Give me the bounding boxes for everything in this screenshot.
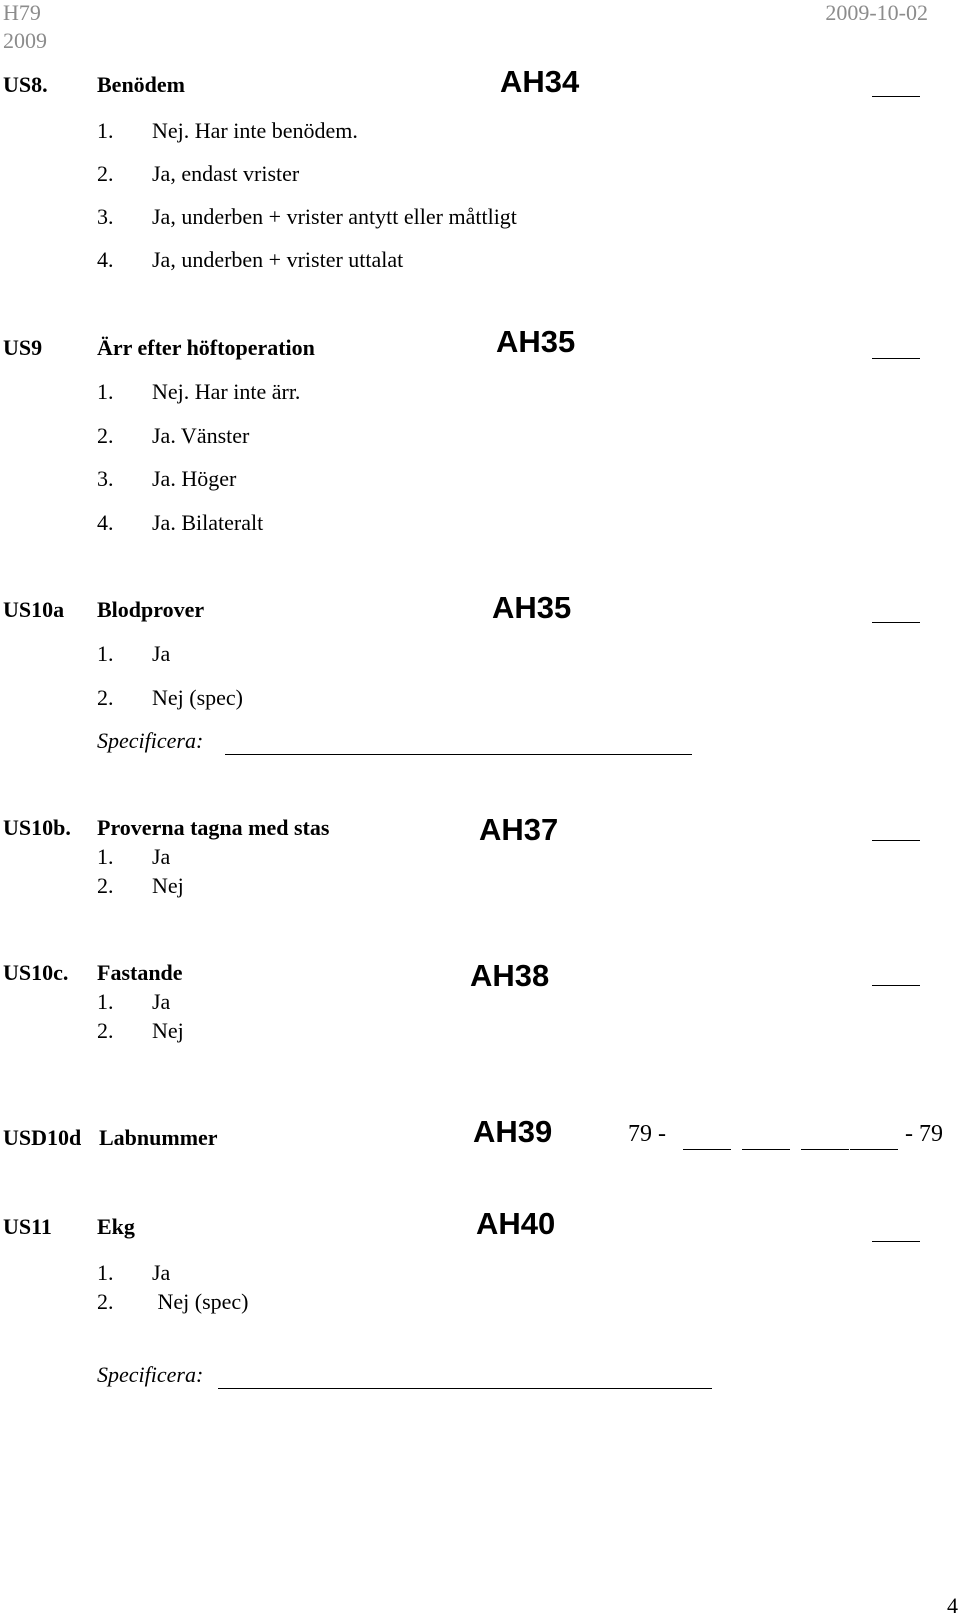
ah-code: AH38 [470,958,550,993]
answer-blank[interactable] [872,1241,920,1242]
question-code: USD10d [3,1125,82,1150]
question-title: Labnummer [99,1125,218,1150]
question-code: US10a [3,597,65,622]
header-year: 2009 [3,28,47,53]
lab-digit-field-3[interactable] [801,1149,849,1150]
ah-code: AH40 [476,1206,556,1241]
ah-code: AH37 [479,812,559,847]
option-1: 1. Ja [97,989,171,1014]
question-code: US10c. [3,960,69,985]
lab-digit-field-4[interactable] [850,1149,898,1150]
ah-code: AH35 [492,590,572,625]
answer-blank[interactable] [872,622,920,623]
question-title: Proverna tagna med stas [97,815,330,840]
option-3: 3. Ja. Höger [97,466,237,491]
option-3: 3. Ja, underben + vrister antytt eller måttligt [97,204,517,229]
question-title: Ekg [97,1214,135,1239]
answer-blank[interactable] [872,358,920,359]
header-date: 2009-10-02 [825,0,928,25]
lab-prefix: 79 - [628,1121,666,1147]
specify-field[interactable] [218,1388,712,1389]
option-1: 1. Ja [97,844,171,869]
ah-code: AH39 [473,1114,553,1149]
answer-blank[interactable] [872,840,920,841]
ah-code: AH35 [496,324,576,359]
header-doc-id: H79 [3,0,41,25]
page-number: 4 [947,1593,958,1618]
option-4: 4. Ja, underben + vrister uttalat [97,247,404,272]
option-2: 2. Nej (spec) [97,685,244,710]
ah-code: AH34 [500,64,580,99]
option-1: 1. Nej. Har inte ärr. [97,379,301,404]
lab-suffix: - 79 [905,1121,943,1147]
option-2: 2. Ja. Vänster [97,423,250,448]
question-code: US10b. [3,815,71,840]
question-title: Benödem [97,72,185,97]
specify-label: Specificera: [97,728,204,753]
question-code: US11 [3,1214,52,1239]
option-1: 1. Ja [97,1260,171,1285]
specify-label: Specificera: [97,1362,204,1387]
question-title: Ärr efter höftoperation [97,335,315,360]
question-title: Blodprover [97,597,205,622]
specify-field[interactable] [225,754,692,755]
answer-blank[interactable] [872,985,920,986]
option-2: 2. Ja, endast vrister [97,161,300,186]
option-1: 1. Ja [97,641,171,666]
option-2: 2. Nej [97,873,184,898]
question-title: Fastande [97,960,183,985]
question-code: US8. [3,72,48,97]
answer-blank[interactable] [872,96,920,97]
option-2: 2. Nej (spec) [97,1289,249,1314]
option-1: 1. Nej. Har inte benödem. [97,118,358,143]
option-2: 2. Nej [97,1018,184,1043]
lab-digit-field-2[interactable] [742,1149,790,1150]
question-code: US9 [3,335,43,360]
option-4: 4. Ja. Bilateralt [97,510,264,535]
lab-digit-field-1[interactable] [683,1149,731,1150]
